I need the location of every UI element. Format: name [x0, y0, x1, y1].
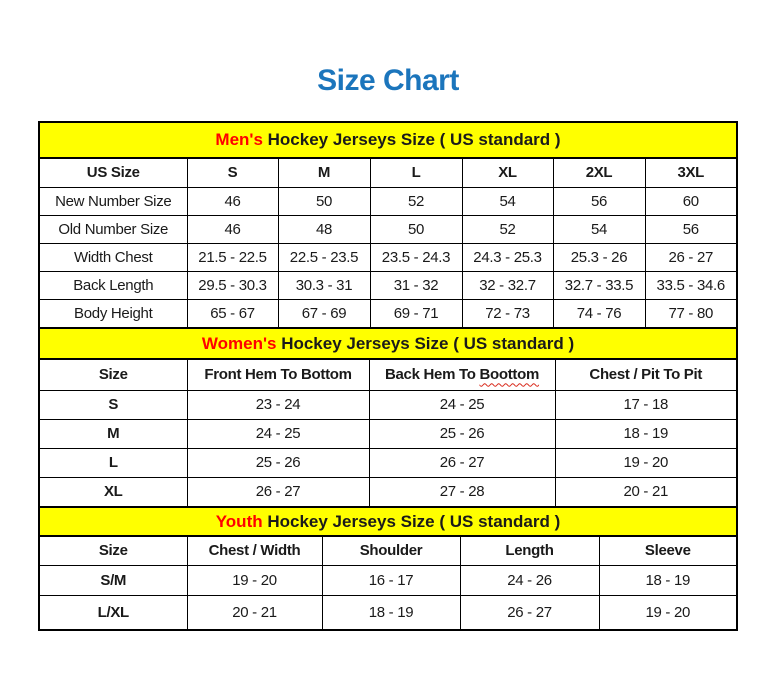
table-row — [40, 448, 736, 477]
cell: 23 - 24 — [187, 390, 369, 419]
cell: 67 - 69 — [278, 299, 370, 327]
cell: 46 — [187, 215, 278, 243]
col-header: XL — [462, 159, 553, 187]
col-header: Length — [460, 537, 599, 565]
row-label: L — [40, 448, 187, 477]
cell: 60 — [645, 187, 736, 215]
misspelled-word: Boottom — [479, 366, 540, 384]
table-row — [40, 271, 736, 299]
cell: 19 - 20 — [599, 595, 736, 629]
page-title: Size Chart — [317, 64, 459, 97]
youth-section-header — [40, 506, 736, 537]
womens-size-table — [40, 360, 736, 506]
cell: 24 - 25 — [187, 419, 369, 448]
cell: 25 - 26 — [369, 419, 555, 448]
cell: 24 - 26 — [460, 565, 599, 595]
col-header: Size — [40, 360, 187, 390]
mens-section-header — [40, 123, 736, 159]
womens-section-accent: Women's — [201, 333, 277, 353]
mens-size-table — [40, 159, 736, 327]
youth-section-title: Hockey Jerseys Size ( US standard ) — [262, 511, 561, 531]
cell: 50 — [370, 215, 462, 243]
row-label: XL — [40, 477, 187, 506]
cell: 18 - 19 — [322, 595, 460, 629]
cell: 56 — [645, 215, 736, 243]
cell: 69 - 71 — [370, 299, 462, 327]
col-header: L — [370, 159, 462, 187]
row-label: Back Length — [40, 271, 187, 299]
cell: 29.5 - 30.3 — [187, 271, 278, 299]
cell: 46 — [187, 187, 278, 215]
col-header: Chest / Width — [187, 537, 322, 565]
col-header: Sleeve — [599, 537, 736, 565]
cell: 48 — [278, 215, 370, 243]
row-label: S — [40, 390, 187, 419]
size-chart-table — [38, 121, 738, 631]
table-row — [40, 243, 736, 271]
cell: 54 — [553, 215, 645, 243]
cell: 19 - 20 — [555, 448, 736, 477]
cell: 56 — [553, 187, 645, 215]
row-label: New Number Size — [40, 187, 187, 215]
cell: 18 - 19 — [599, 565, 736, 595]
row-label: S/M — [40, 565, 187, 595]
cell: 25.3 - 26 — [553, 243, 645, 271]
cell: 27 - 28 — [369, 477, 555, 506]
cell: 22.5 - 23.5 — [278, 243, 370, 271]
cell: 26 - 27 — [369, 448, 555, 477]
mens-section-title: Hockey Jerseys Size ( US standard ) — [262, 130, 561, 149]
cell: 25 - 26 — [187, 448, 369, 477]
youth-section-accent: Youth — [215, 511, 263, 531]
cell: 72 - 73 — [462, 299, 553, 327]
cell: 54 — [462, 187, 553, 215]
cell: 26 - 27 — [645, 243, 736, 271]
cell: 23.5 - 24.3 — [370, 243, 462, 271]
cell: 74 - 76 — [553, 299, 645, 327]
table-row — [40, 477, 736, 506]
table-row — [40, 187, 736, 215]
cell: 32.7 - 33.5 — [553, 271, 645, 299]
table-row — [40, 419, 736, 448]
row-label: M — [40, 419, 187, 448]
cell: 30.3 - 31 — [278, 271, 370, 299]
cell: 52 — [462, 215, 553, 243]
cell: 52 — [370, 187, 462, 215]
table-row — [40, 215, 736, 243]
cell: 77 - 80 — [645, 299, 736, 327]
col-header: US Size — [40, 159, 187, 187]
col-header: S — [187, 159, 278, 187]
cell: 24 - 25 — [369, 390, 555, 419]
cell: 31 - 32 — [370, 271, 462, 299]
cell: 50 — [278, 187, 370, 215]
cell: 65 - 67 — [187, 299, 278, 327]
row-label: L/XL — [40, 595, 187, 629]
cell: 19 - 20 — [187, 565, 322, 595]
cell: 26 - 27 — [187, 477, 369, 506]
row-label: Body Height — [40, 299, 187, 327]
table-row — [40, 390, 736, 419]
youth-size-table — [40, 537, 736, 629]
youth-header-row — [40, 537, 736, 565]
cell: 20 - 21 — [555, 477, 736, 506]
womens-section-title: Hockey Jerseys Size ( US standard ) — [276, 333, 575, 353]
mens-section-accent: Men's — [215, 130, 263, 149]
cell: 32 - 32.7 — [462, 271, 553, 299]
col-header: 2XL — [553, 159, 645, 187]
cell: 21.5 - 22.5 — [187, 243, 278, 271]
cell: 26 - 27 — [460, 595, 599, 629]
col-header: Back Hem To Boottom — [369, 360, 555, 390]
col-header: Front Hem To Bottom — [187, 360, 369, 390]
row-label: Old Number Size — [40, 215, 187, 243]
col-header: Chest / Pit To Pit — [555, 360, 736, 390]
col-header: Size — [40, 537, 187, 565]
cell: 20 - 21 — [187, 595, 322, 629]
table-row — [40, 299, 736, 327]
cell: 33.5 - 34.6 — [645, 271, 736, 299]
col-header: 3XL — [645, 159, 736, 187]
table-row — [40, 565, 736, 595]
cell: 16 - 17 — [322, 565, 460, 595]
table-row — [40, 595, 736, 629]
row-label: Width Chest — [40, 243, 187, 271]
cell: 24.3 - 25.3 — [462, 243, 553, 271]
cell: 18 - 19 — [555, 419, 736, 448]
col-header: Shoulder — [322, 537, 460, 565]
col-header: M — [278, 159, 370, 187]
womens-header-row — [40, 360, 736, 390]
cell: 17 - 18 — [555, 390, 736, 419]
womens-section-header — [40, 327, 736, 360]
mens-header-row — [40, 159, 736, 187]
